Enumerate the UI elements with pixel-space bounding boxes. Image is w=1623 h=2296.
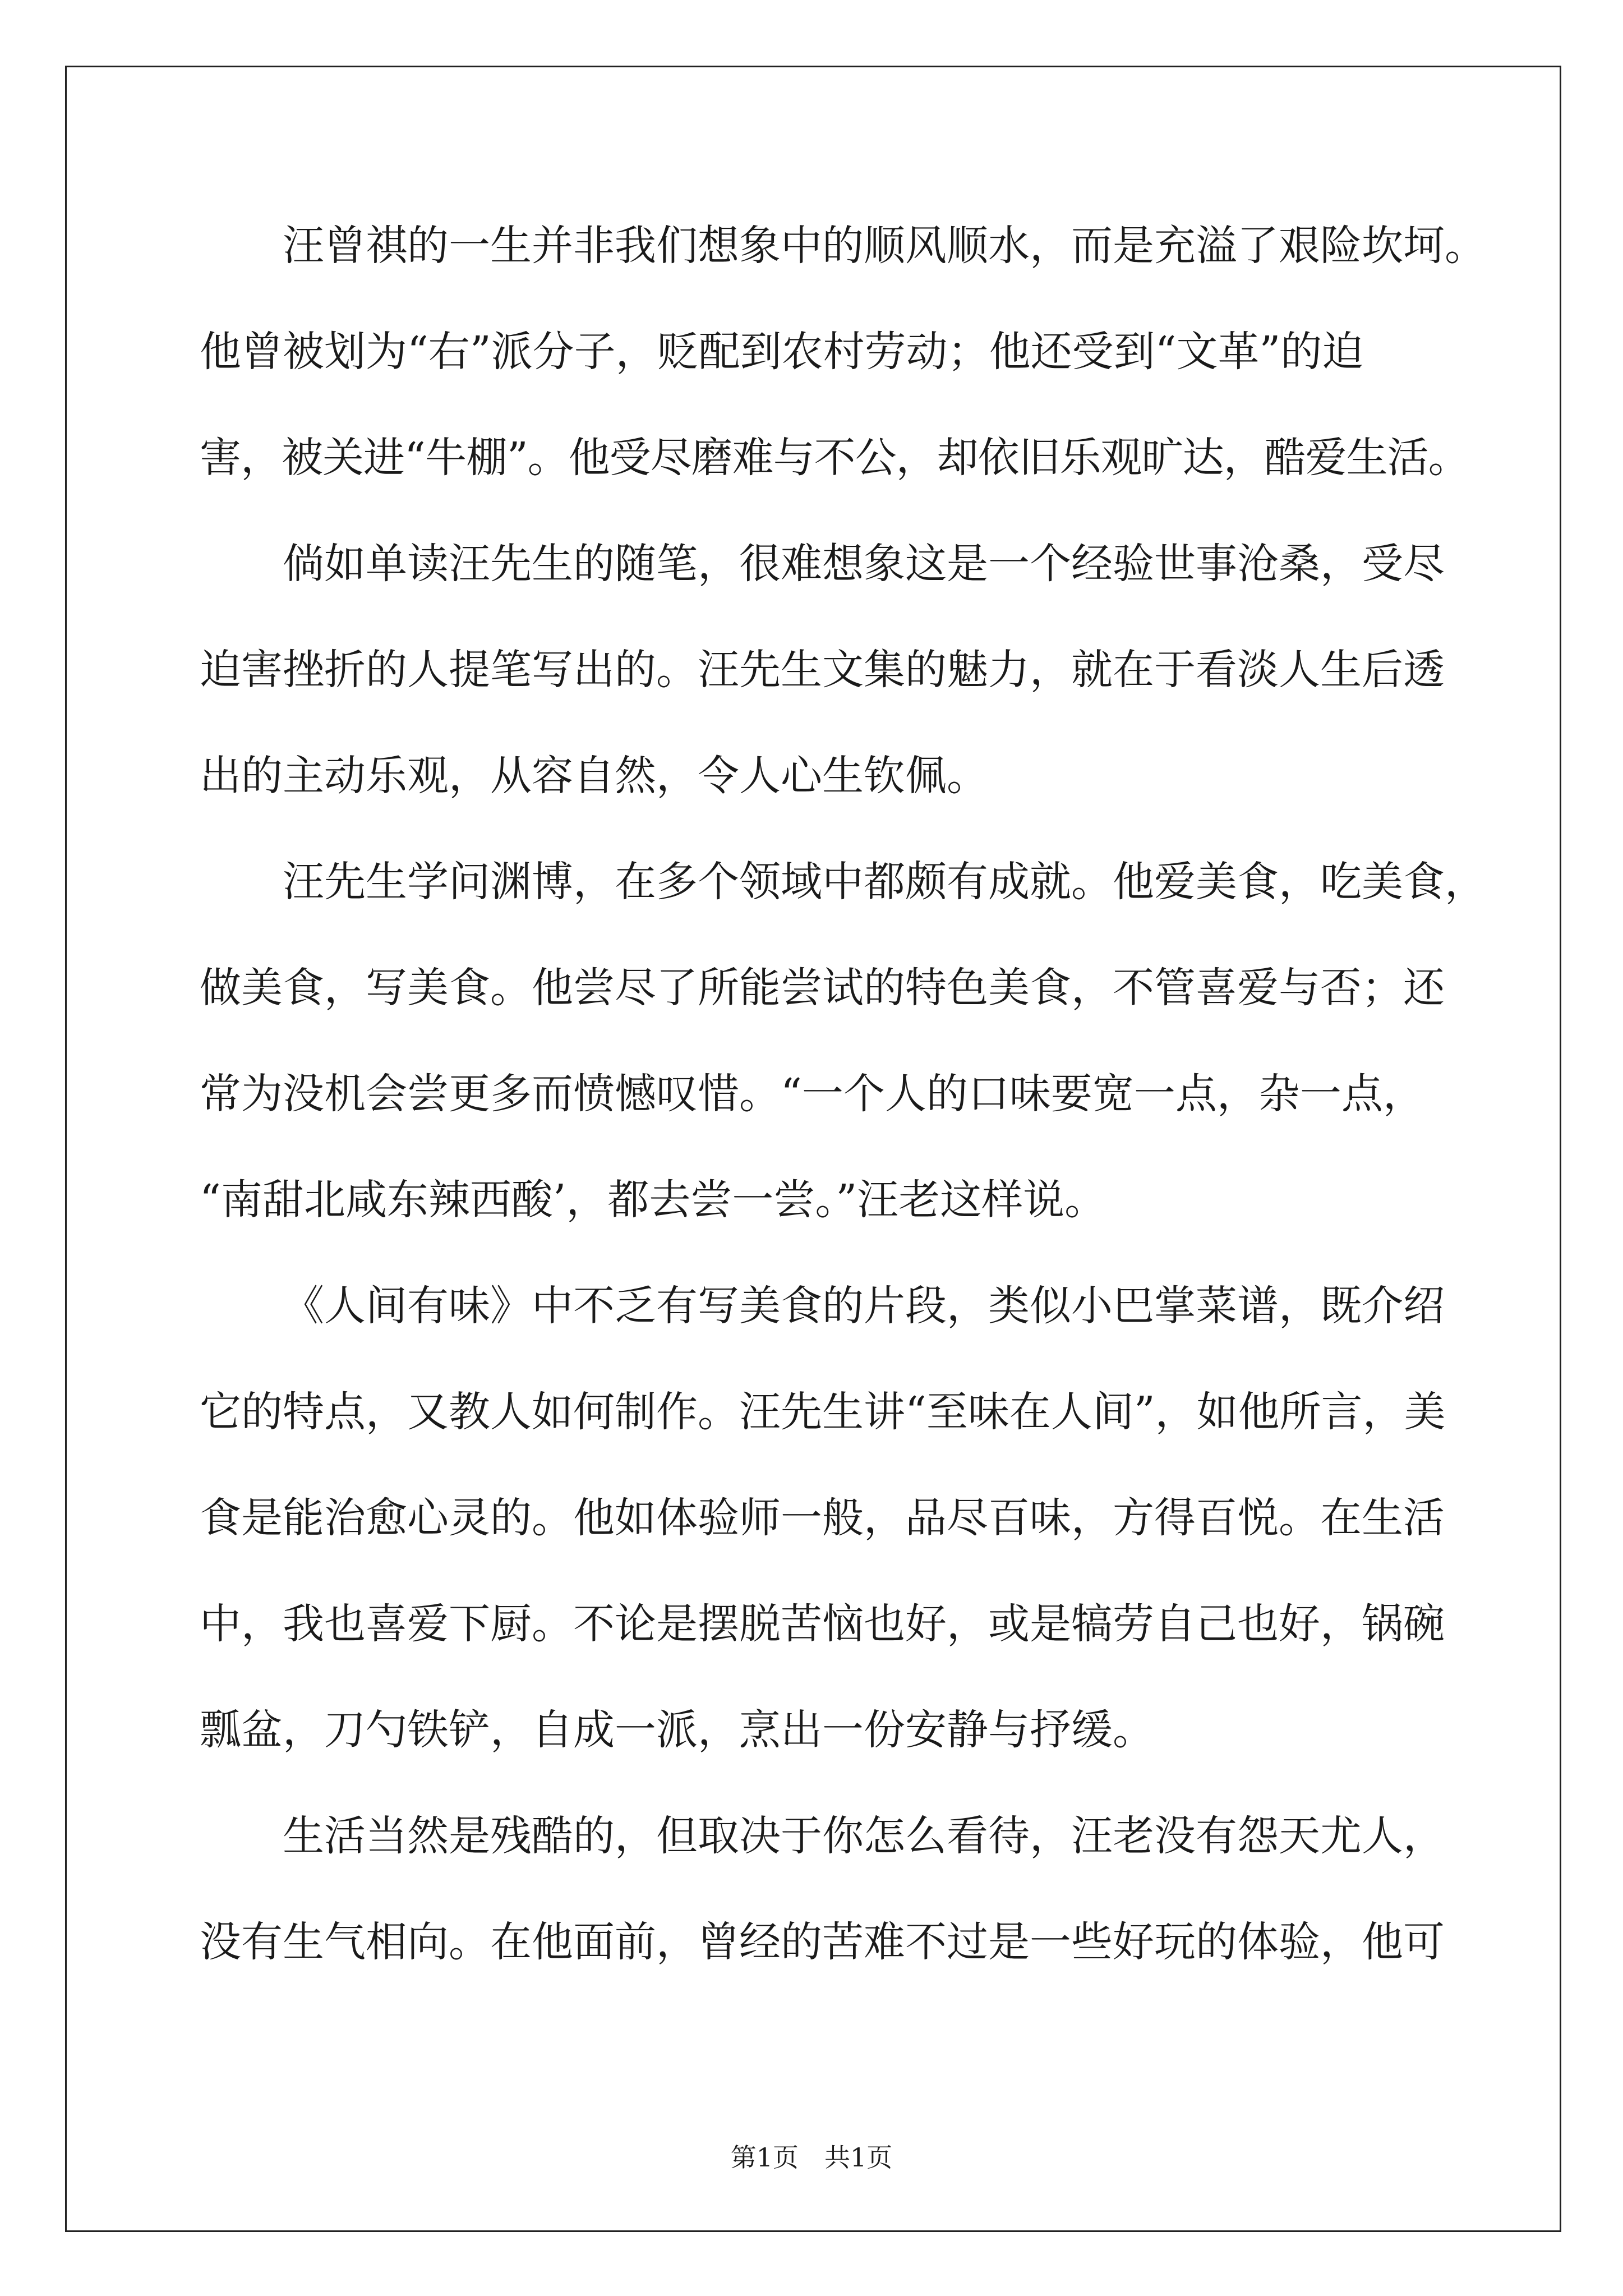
page-number-footer: 第1页 共1页 xyxy=(730,2142,893,2173)
text-line: 没有生气相向。在他面前，曾经的苦难不过是一些好玩的体验，他可 xyxy=(200,1918,1445,1966)
text-line: 倘如单读汪先生的随笔，很难想象这是一个经验世事沧桑，受尽 xyxy=(283,540,1445,588)
text-line: “南甜北咸东辣西酸’，都去尝一尝。”汪老这样说。 xyxy=(200,1176,1106,1224)
text-line: 瓢盆，刀勺铁铲，自成一派，烹出一份安静与抒缓。 xyxy=(200,1706,1154,1754)
text-line: 出的主动乐观，从容自然，令人心生钦佩。 xyxy=(200,752,988,800)
text-line: 常为没机会尝更多而愤憾叹惜。“一个人的口味要宽一点，杂一点， xyxy=(200,1070,1424,1118)
text-line: 汪先生学问渊博，在多个领域中都颇有成就。他爱美食，吃美食， xyxy=(283,858,1486,906)
text-line: 害，被关进“牛棚”。他受尽磨难与不公，却依旧乐观旷达，酷爱生活。 xyxy=(200,434,1469,482)
document-body xyxy=(200,219,1486,2021)
text-line: 他曾被划为“右”派分子，贬配到农村劳动；他还受到“文革”的迫 xyxy=(200,328,1364,376)
text-line: 食是能治愈心灵的。他如体验师一般，品尽百味，方得百悦。在生活 xyxy=(200,1494,1445,1542)
text-line: 汪曾祺的一生并非我们想象中的顺风顺水，而是充溢了艰险坎坷。 xyxy=(283,222,1486,270)
text-line: 迫害挫折的人提笔写出的。汪先生文集的魅力，就在于看淡人生后透 xyxy=(200,646,1445,694)
text-line: 生活当然是残酷的，但取决于你怎么看待，汪老没有怨天尤人， xyxy=(283,1812,1445,1860)
text-line: 中，我也喜爱下厨。不论是摆脱苦恼也好，或是犒劳自己也好，锅碗 xyxy=(200,1600,1445,1648)
text-line: 《人间有味》中不乏有写美食的片段，类似小巴掌菜谱，既介绍 xyxy=(283,1282,1445,1330)
text-line: 做美食，写美食。他尝尽了所能尝试的特色美食，不管喜爱与否；还 xyxy=(200,964,1445,1012)
text-line: 它的特点，又教人如何制作。汪先生讲“至味在人间”，如他所言，美 xyxy=(200,1388,1446,1436)
